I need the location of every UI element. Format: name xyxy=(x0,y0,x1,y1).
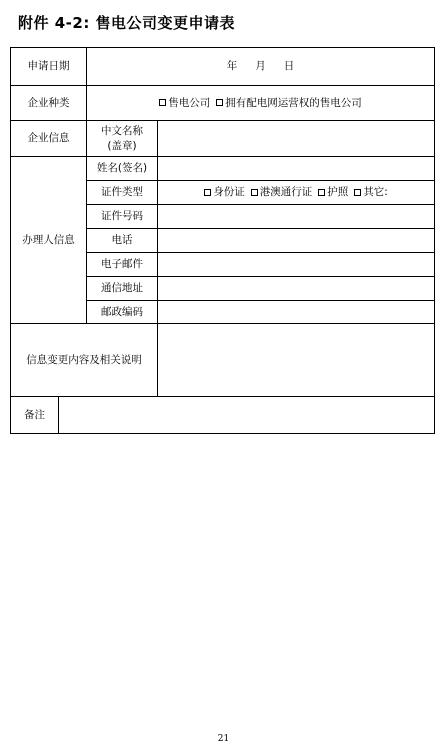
option-id-card[interactable]: 身份证 xyxy=(204,185,245,199)
year-label: 年 xyxy=(226,60,238,73)
email-input[interactable] xyxy=(158,253,434,276)
postal-code-input[interactable] xyxy=(158,301,434,323)
id-type-options xyxy=(158,181,434,204)
id-type-label: 证件类型 xyxy=(101,186,143,199)
agent-name-input[interactable] xyxy=(158,157,434,180)
company-type-options xyxy=(87,86,434,120)
checkbox-icon[interactable] xyxy=(159,99,166,106)
checkbox-icon[interactable] xyxy=(318,189,325,196)
email-label: 电子邮件 xyxy=(101,258,143,271)
remarks-input[interactable] xyxy=(59,397,434,433)
change-info-input[interactable] xyxy=(158,324,434,396)
option-other[interactable]: 其它: xyxy=(354,185,388,199)
page-title: 附件 4-2: 售电公司变更申请表 xyxy=(18,14,236,32)
postal-code-label: 邮政编码 xyxy=(101,305,143,318)
phone-input[interactable] xyxy=(158,229,434,252)
option-passport[interactable]: 护照 xyxy=(318,185,348,199)
month-label: 月 xyxy=(255,60,266,73)
checkbox-icon[interactable] xyxy=(204,189,211,196)
apply-date-label: 申请日期 xyxy=(27,60,70,73)
page-number: 21 xyxy=(217,734,230,744)
change-info-label: 信息变更内容及相关说明 xyxy=(26,353,142,366)
phone-label: 电话 xyxy=(111,234,133,247)
chinese-name-label: 中文名称 (盖章) xyxy=(101,125,143,152)
checkbox-icon[interactable] xyxy=(354,189,361,196)
checkbox-icon[interactable] xyxy=(251,189,258,196)
company-type-label: 企业种类 xyxy=(27,96,70,109)
address-label: 通信地址 xyxy=(101,282,143,295)
id-number-label: 证件号码 xyxy=(101,210,143,223)
day-label: 日 xyxy=(283,60,295,73)
option-retail-company[interactable]: 售电公司 xyxy=(159,96,210,110)
chinese-name-input[interactable] xyxy=(158,121,434,156)
apply-date-field[interactable] xyxy=(87,48,434,85)
id-number-input[interactable] xyxy=(158,205,434,228)
option-hk-macau-permit[interactable]: 港澳通行证 xyxy=(251,185,313,199)
option-distribution-company[interactable]: 拥有配电网运营权的售电公司 xyxy=(216,96,362,110)
agent-name-label: 姓名(签名) xyxy=(96,162,148,175)
agent-info-label: 办理人信息 xyxy=(22,233,75,246)
remarks-label: 备注 xyxy=(24,408,45,421)
address-input[interactable] xyxy=(158,277,434,300)
checkbox-icon[interactable] xyxy=(216,99,223,106)
company-info-label: 企业信息 xyxy=(27,132,70,145)
